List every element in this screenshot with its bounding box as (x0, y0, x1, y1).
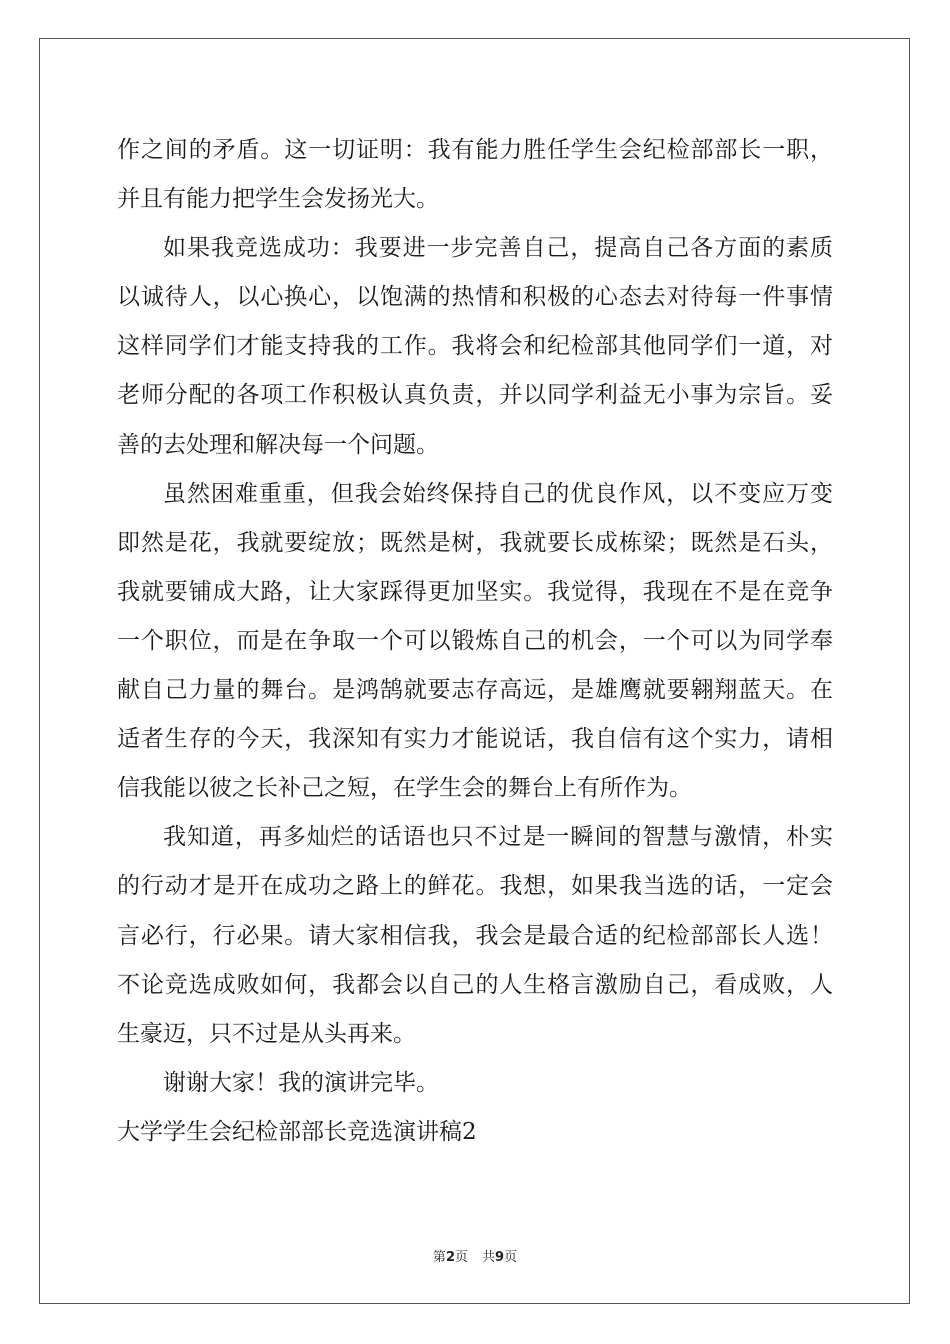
total-label-prefix: 共 (482, 1250, 496, 1265)
text-line: 这样同学们才能支持我的工作。我将会和纪检部其他同学们一道，对 (117, 333, 833, 360)
text-line: 言必行，行必果。请大家相信我，我会是最合适的纪检部部长人选！ (117, 922, 833, 949)
text-line: 并且有能力把学生会发扬光大。 (117, 186, 439, 213)
text-line: 即然是花，我就要绽放；既然是树，我就要长成栋梁；既然是石头， (117, 529, 833, 556)
paragraph-start-line: 谢谢大家！我的演讲完毕。 (163, 1069, 439, 1096)
section-heading: 大学学生会纪检部部长竞选演讲稿2 (117, 1118, 477, 1145)
paragraph-start-line: 虽然困难重重，但我会始终保持自己的优良作风，以不变应万变 (163, 480, 833, 507)
total-label-suffix: 页 (504, 1250, 518, 1265)
text-line: 信我能以彼之长补己之短，在学生会的舞台上有所作为。 (117, 775, 692, 802)
page-footer (0, 1246, 950, 1265)
text-line: 老师分配的各项工作积极认真负责，并以同学利益无小事为宗旨。妥 (117, 382, 833, 409)
text-line: 适者生存的今天，我深知有实力才能说话，我自信有这个实力，请相 (117, 726, 833, 753)
text-line: 以诚待人，以心换心，以饱满的热情和积极的心态去对待每一件事情 (117, 284, 833, 311)
text-line: 不论竞选成败如何，我都会以自己的人生格言激励自己，看成败，人 (117, 971, 833, 998)
current-page-number: 2 (445, 1250, 455, 1265)
text-line: 生豪迈，只不过是从头再来。 (117, 1020, 416, 1047)
text-line: 献自己力量的舞台。是鸿鹄就要志存高远，是雄鹰就要翱翔蓝天。在 (117, 677, 833, 704)
paragraph-start-line: 我知道，再多灿烂的话语也只不过是一瞬间的智慧与激情，朴实 (163, 824, 833, 851)
total-pages-number: 9 (495, 1250, 505, 1265)
text-line: 的行动才是开在成功之路上的鲜花。我想，如果我当选的话，一定会 (117, 873, 833, 900)
paragraph-start-line: 如果我竞选成功：我要进一步完善自己，提高自己各方面的素质 (163, 235, 833, 262)
page-label-prefix: 第 (432, 1250, 446, 1265)
page-label-suffix: 页 (454, 1250, 468, 1265)
text-line: 善的去处理和解决每一个问题。 (117, 431, 439, 458)
text-line: 一个职位，而是在争取一个可以锻炼自己的机会，一个可以为同学奉 (117, 627, 833, 654)
text-line: 我就要铺成大路，让大家踩得更加坚实。我觉得，我现在不是在竞争 (117, 578, 833, 605)
document-body (117, 126, 833, 1157)
text-line: 作之间的矛盾。这一切证明：我有能力胜任学生会纪检部部长一职， (117, 137, 833, 163)
